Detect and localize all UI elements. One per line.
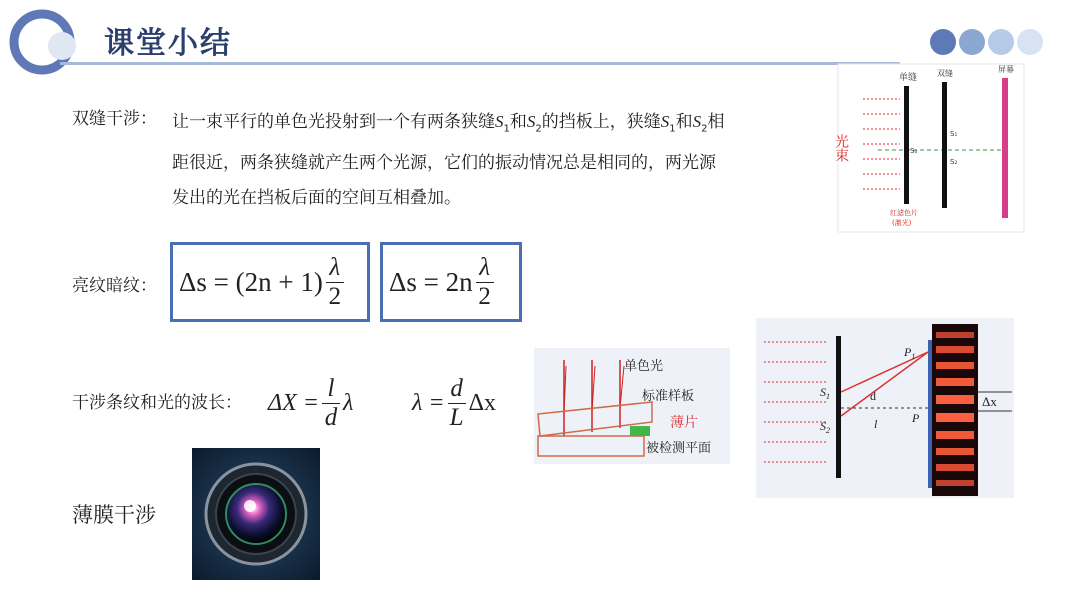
bright-formula [173,245,367,319]
s1-symbol-2: S [660,112,670,131]
s2-point-label: $S_2$ [820,419,830,435]
bright-fraction [326,254,344,311]
page-title: 课堂小结 [104,26,232,61]
s1-label: S₁ [950,130,958,138]
s1-symbol: S [495,112,504,131]
camera-lens-image [192,448,320,580]
and-word: 和 [509,112,527,132]
intro-line-1-c: 相 [707,112,725,132]
s2-subscript-2: 2 [701,123,708,135]
and-word-2: 和 [675,112,693,132]
s2-symbol-2: S [692,112,702,131]
wl-f1-den: d [324,403,338,431]
thin-film-label: 薄膜干涉 [72,503,156,527]
formula-box-dark [380,242,522,322]
wl-f1-num: l [327,374,335,402]
l-label: l [874,417,878,431]
wl-f1-fraction [322,375,340,432]
thin-sheet-block [630,426,650,436]
header-dot-3 [988,29,1014,55]
double-slit-label-diag: 双缝 [937,69,953,78]
formula-box-bright [170,242,370,322]
wl-f2-fraction [448,375,466,432]
bright-frac-num: λ [329,253,341,281]
s0-label: S₀ [910,147,918,155]
intro-line-3: 发出的光在挡板后面的空间互相叠加。 [172,188,461,209]
mono-light-label: 单色光 [624,359,664,374]
fringe-pattern [932,324,978,496]
bright-formula-left: Δs = (2n + 1) [179,266,323,297]
intro-line-1 [172,104,832,146]
standard-plate-label: 标准样板 [642,389,695,404]
dark-formula-left: Δs = 2n [389,266,473,297]
thin-film-diagram [534,348,730,464]
s1-point-label: $S_1$ [820,385,830,401]
double-slit-plate [942,82,947,208]
header-underline [60,62,900,65]
filter-label: 红滤色片 [890,209,918,217]
single-slit-plate [904,86,909,204]
double-slit-text [172,104,832,216]
intro-line-2: 距很近，两条狭缝就产生两个光源，它们的振动情况总是相同的，两光源 [172,153,716,174]
wl-f2-den: L [449,403,464,431]
fringes-label: 亮纹暗纹： [72,276,157,296]
dark-formula [383,245,519,319]
s1-subscript: 1 [503,123,510,135]
light-beam-label: 光束 [833,134,849,162]
wl-f1-right: λ [342,389,354,416]
wl-f2-num: d [450,374,463,402]
p1-label: $P_1$ [904,345,916,361]
wavelength-formula-1 [268,372,353,434]
dark-frac-den: 2 [478,282,491,310]
double-slit-diagram [833,64,1024,232]
lens-highlight [244,500,256,512]
p-label: P [912,411,920,425]
wl-f2-right: Δx [468,389,497,416]
dark-frac-num: λ [479,253,491,281]
bright-frac-den: 2 [328,282,342,310]
single-slit-label: 单缝 [899,73,918,83]
slit-diagram-frame [838,64,1024,232]
fringe-spacing-diagram [756,318,1014,498]
header-dot-2 [959,29,985,55]
dx-label: Δx [982,394,997,409]
d-label: d [870,389,876,403]
s2-label: S₂ [950,158,958,166]
s2-subscript: 2 [535,123,542,135]
intro-line-1-b: 的挡板上，狭缝 [541,112,661,132]
s2-symbol: S [526,112,536,131]
header-dot-4 [1017,29,1043,55]
header-dot-1 [930,29,956,55]
double-slit-label: 双缝干涉： [72,109,157,129]
wavelength-formula-2 [412,372,496,434]
logo-inner-circle [48,32,76,60]
screen-bar [1002,78,1008,218]
test-plane-label: 被检测平面 [646,441,712,456]
s1-subscript-2: 1 [669,123,676,135]
dark-fraction [476,254,494,311]
screen-label: 屏幕 [998,65,1014,74]
wl-f1-left: ΔX = [268,389,319,416]
wl-f2-left: λ = [412,389,445,416]
filter-sub-label: (激光) [892,219,912,227]
intro-line-1-a: 让一束平行的单色光投射到一个有两条狭缝 [172,112,495,132]
slit-plate [836,336,841,478]
thin-sheet-label: 薄片 [670,415,698,431]
wavelength-label: 干涉条纹和光的波长： [72,393,242,413]
